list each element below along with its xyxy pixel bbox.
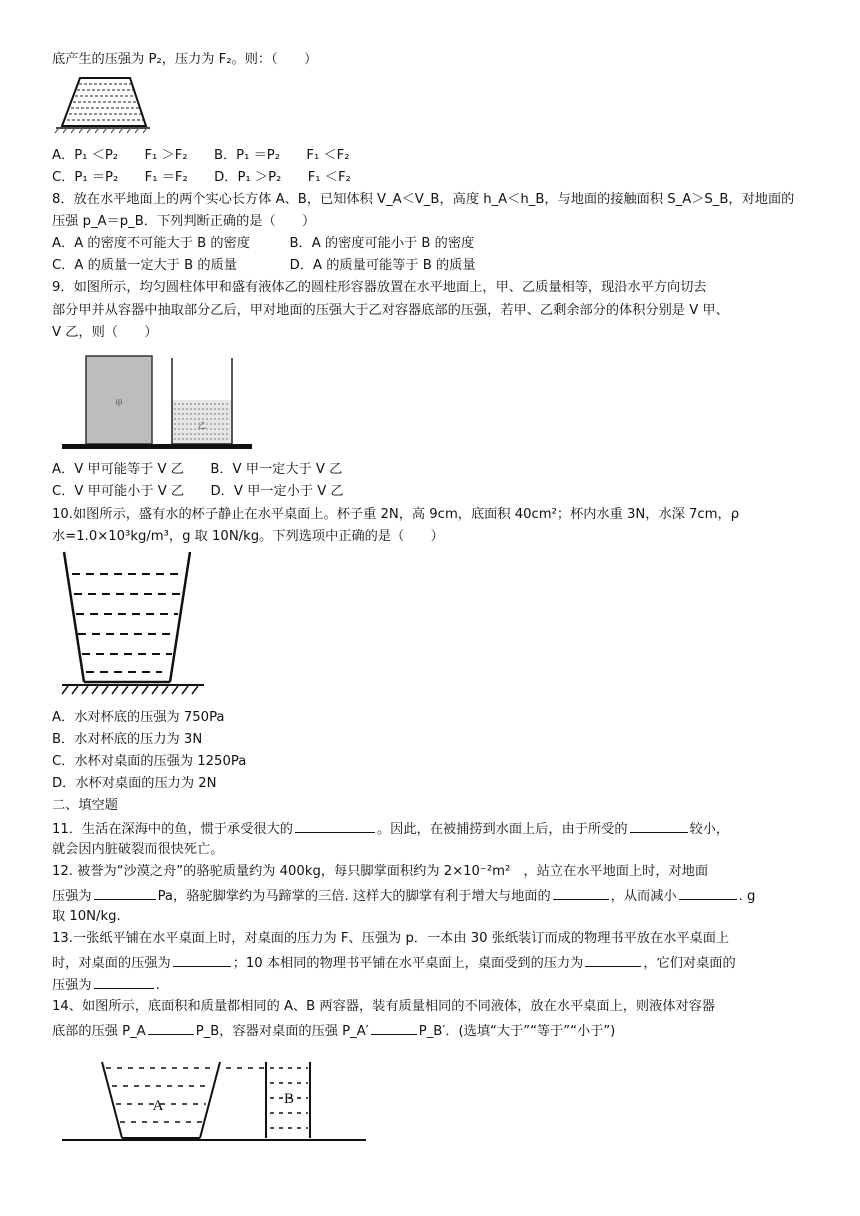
question-9-stem: 9．如图所示，均匀圆柱体甲和盛有液体乙的圆柱形容器放置在水平地面上，甲、乙质量相等，现沿水平方向切去	[52, 280, 707, 295]
option-line: C．水杯对桌面的压强为 1250Pa	[52, 754, 247, 769]
option-line: A．水对杯底的压强为 750Pa	[52, 710, 225, 725]
answer-blank[interactable]	[679, 885, 737, 900]
text-segment: P_B′．(选填“大于”“等于”“小于”)	[418, 1024, 616, 1039]
text-segment: 底部的压强 P_A	[52, 1024, 146, 1039]
container-a-label: A	[152, 1098, 164, 1114]
question-10-stem: 水=1.0×10³kg/m³，g 取 10N/kg。下列选项中正确的是（ ）	[52, 529, 444, 544]
answer-blank[interactable]	[630, 818, 688, 833]
text-segment: P_B，容器对桌面的压强 P_A′	[195, 1024, 369, 1039]
question-13-stem	[52, 974, 160, 996]
cylinder-container-figure	[58, 348, 258, 452]
answer-blank[interactable]	[94, 885, 156, 900]
text-segment: .	[155, 978, 160, 993]
question-8-stem: 压强 p_A＝p_B．下列判断正确的是（ ）	[52, 214, 316, 229]
option-line: A．V 甲可能等于 V 乙 B．V 甲一定大于 V 乙	[52, 462, 343, 477]
text-segment: 时，对桌面的压强为	[52, 956, 171, 971]
answer-blank[interactable]	[553, 885, 609, 900]
question-11-stem: 就会因内脏破裂而很快死亡。	[52, 842, 224, 857]
option-line: C．P₁ ＝P₂ F₁ ＝F₂ D．P₁ ＞P₂ F₁ ＜F₂	[52, 170, 351, 185]
text-segment: Pa，骆驼脚掌约为马蹄掌的三倍. 这样大的脚掌有利于增大与地面的	[157, 889, 551, 904]
trapezoid-container-figure	[52, 74, 152, 134]
question-8-stem: 8．放在水平地面上的两个实心长方体 A、B，已知体积 V_A＜V_B，高度 h_A＜h_B，与地面的接触面积 S_A＞S_B，对地面的	[52, 192, 795, 207]
question-10-stem: 10.如图所示，盛有水的杯子静止在水平桌面上。杯子重 2N，高 9cm，底面积 40cm²；杯内水重 3N，水深 7cm，ρ	[52, 507, 740, 522]
question-14-stem: 14、如图所示，底面积和质量都相同的 A、B 两容器，装有质量相同的不同液体，放在水平桌面上，则液体对容器	[52, 999, 716, 1014]
option-line: D．水杯对桌面的压力为 2N	[52, 776, 217, 791]
question-12-stem	[52, 885, 755, 907]
option-line: A．A 的密度不可能大于 B 的密度 B．A 的密度可能小于 B 的密度	[52, 236, 475, 251]
answer-blank[interactable]	[295, 818, 375, 833]
question-12-stem: 12. 被誉为“沙漠之舟”的骆驼质量约为 400kg，每只脚掌面积约为 2×10⁻²m² ，站立在水平地面上时，对地面	[52, 864, 709, 879]
answer-blank[interactable]	[585, 952, 641, 967]
option-line: A．P₁ ＜P₂ F₁ ＞F₂ B．P₁ ＝P₂ F₁ ＜F₂	[52, 148, 350, 163]
option-line: B．水对杯底的压力为 3N	[52, 732, 203, 747]
text-segment: 压强为	[52, 889, 92, 904]
text-segment: 较小，	[689, 822, 730, 837]
text-segment: ；10 本相同的物理书平铺在水平桌面上，桌面受到的压力为	[232, 956, 584, 971]
answer-blank[interactable]	[173, 952, 231, 967]
text-segment: . g	[738, 889, 756, 904]
answer-blank[interactable]	[94, 974, 154, 989]
answer-blank[interactable]	[371, 1020, 417, 1035]
text-segment: 。因此，在被捕捞到水面上后，由于所受的	[376, 822, 628, 837]
answer-blank[interactable]	[148, 1020, 194, 1035]
cup-figure	[58, 548, 208, 698]
text-segment: 11．生活在深海中的鱼，惯于承受很大的	[52, 822, 293, 837]
question-13-stem: 13.一张纸平铺在水平桌面上时，对桌面的压力为 F、压强为 p．一本由 30 张纸装订而成的物理书平放在水平桌面上	[52, 931, 730, 946]
liquid-label: 乙	[198, 421, 206, 430]
text-segment: 压强为	[52, 978, 92, 993]
option-line: C．V 甲可能小于 V 乙 D．V 甲一定小于 V 乙	[52, 484, 344, 499]
question-14-stem	[52, 1020, 615, 1042]
question-9-stem: 部分甲并从容器中抽取部分乙后，甲对地面的压强大于乙对容器底部的压强，若甲、乙剩余部分的体积分别是 V 甲、	[52, 303, 729, 318]
question-11-stem	[52, 818, 729, 840]
containers-ab-figure	[58, 1050, 378, 1150]
question-13-stem	[52, 952, 736, 974]
cylinder-label: 甲	[115, 399, 123, 408]
text-line: 底产生的压强为 P₂，压力为 F₂。则：（ ）	[52, 52, 318, 67]
container-b-label: B	[283, 1091, 295, 1107]
section-heading: 二、填空题	[52, 798, 118, 813]
option-line: C．A 的质量一定大于 B 的质量 D．A 的质量可能等于 B 的质量	[52, 258, 476, 273]
question-12-stem: 取 10N/kg.	[52, 909, 121, 924]
question-9-stem: V 乙，则（ ）	[52, 325, 158, 340]
text-segment: ，它们对桌面的	[643, 956, 736, 971]
text-segment: ，从而减小	[610, 889, 677, 904]
